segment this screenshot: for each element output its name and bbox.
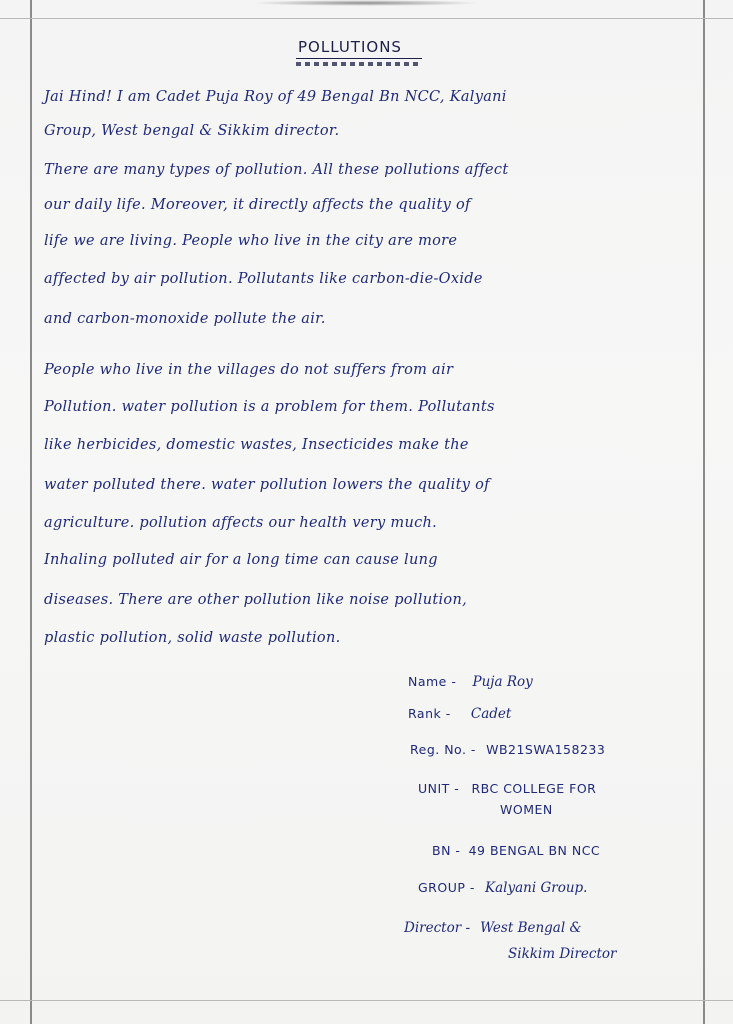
top-margin-line (0, 18, 733, 19)
sig-bn-value: 49 BENGAL BN NCC (468, 843, 601, 858)
sig-unit (418, 781, 596, 797)
paragraph3-line: like herbicides, domestic wastes, Insecticides make the (44, 437, 469, 453)
sig-director (404, 920, 582, 936)
sig-group (418, 880, 587, 896)
sig-director-cont (508, 946, 617, 962)
sig-director-value: West Bengal & (480, 920, 582, 936)
paragraph3-line: water polluted there. water pollution lowers the quality of (44, 477, 490, 493)
sig-reg-value: WB21SWA158233 (486, 742, 606, 757)
sig-group-value: Kalyani Group. (485, 880, 588, 896)
sig-unit-value: RBC COLLEGE FOR (471, 781, 597, 796)
paragraph2-line: life we are living. People who live in the city are more (44, 233, 458, 249)
paragraph1-line: Group, West bengal & Sikkim director. (44, 123, 340, 139)
sig-reg (410, 742, 605, 758)
left-margin-line (30, 0, 32, 1024)
sig-rank (408, 706, 511, 722)
sig-group-label: GROUP - (418, 880, 475, 895)
paragraph3-line: plastic pollution, solid waste pollution. (44, 630, 341, 646)
paragraph3-line: agriculture. pollution affects our health very much. (44, 515, 438, 531)
sig-name (408, 674, 533, 690)
title-wavy-underline (296, 62, 422, 66)
right-margin-line (703, 0, 705, 1024)
sig-director-value-2: Sikkim Director (508, 946, 617, 962)
sig-unit-label: UNIT - (418, 781, 460, 796)
paragraph2-line: There are many types of pollution. All these pollutions affect (44, 162, 509, 178)
sig-director-label: Director - (404, 920, 471, 936)
sig-unit-value-2: WOMEN (500, 802, 553, 817)
paragraph2-line: our daily life. Moreover, it directly affects the quality of (44, 197, 471, 213)
paragraph2-line: affected by air pollution. Pollutants like carbon-die-Oxide (44, 271, 483, 287)
paragraph3-line: People who live in the villages do not suffers from air (44, 362, 454, 378)
paragraph2-line: and carbon-monoxide pollute the air. (44, 311, 326, 327)
page-title: POLLUTIONS (298, 38, 402, 56)
paragraph1-line: Jai Hind! I am Cadet Puja Roy of 49 Bengal Bn NCC, Kalyani (44, 89, 507, 105)
sig-bn-label: BN - (432, 843, 461, 858)
bottom-margin-line (0, 1000, 733, 1001)
paragraph3-line: diseases. There are other pollution like noise pollution, (44, 592, 467, 608)
sig-rank-label: Rank - (408, 706, 451, 721)
title-underline (296, 58, 422, 59)
sig-name-label: Name - (408, 674, 457, 689)
sig-bn (432, 843, 600, 859)
sig-name-value: Puja Roy (472, 674, 533, 690)
paragraph3-line: Inhaling polluted air for a long time can cause lung (44, 552, 438, 568)
paragraph3-line: Pollution. water pollution is a problem for them. Pollutants (44, 399, 495, 415)
page-shadow (250, 0, 480, 6)
sig-unit-cont (500, 802, 553, 818)
sig-reg-label: Reg. No. - (410, 742, 476, 757)
sig-rank-value: Cadet (470, 706, 512, 722)
